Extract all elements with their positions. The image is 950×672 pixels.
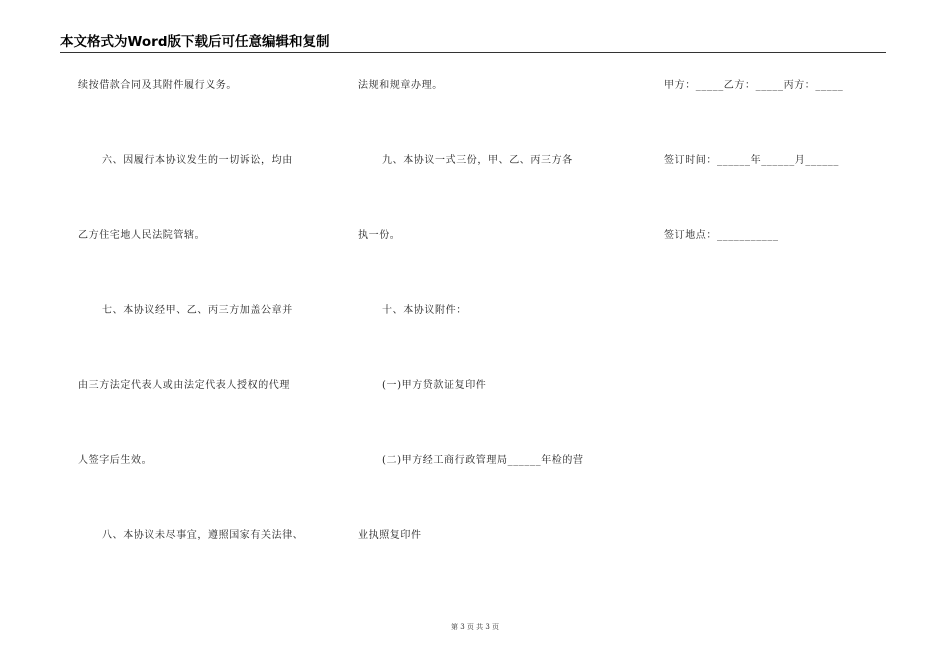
signing-date-line: 签订时间：______年______月______ bbox=[664, 155, 839, 166]
text-column-3 bbox=[664, 0, 886, 672]
paragraph-line: 六、因履行本协议发生的一切诉讼，均由 bbox=[102, 155, 293, 166]
paragraph-line: 人签字后生效。 bbox=[78, 455, 153, 466]
paragraph-line: 乙方住宅地人民法院管辖。 bbox=[78, 230, 206, 241]
signing-place-line: 签订地点：___________ bbox=[664, 230, 779, 241]
paragraph-line: 由三方法定代表人或由法定代表人授权的代理 bbox=[78, 380, 290, 391]
header-title: 本文格式为Word版下载后可任意编辑和复制 bbox=[60, 34, 330, 50]
text-column-1 bbox=[78, 0, 340, 672]
paragraph-line: 执一份。 bbox=[358, 230, 401, 241]
text-column-2 bbox=[358, 0, 620, 672]
paragraph-line: (一)甲方贷款证复印件 bbox=[382, 380, 487, 391]
paragraph-line: 法规和规章办理。 bbox=[358, 80, 443, 91]
page-number: 第 3 页 共 3 页 bbox=[450, 623, 500, 631]
paragraph-line: 十、本协议附件： bbox=[382, 305, 467, 316]
paragraph-line: (二)甲方经工商行政管理局______年检的营 bbox=[382, 455, 584, 466]
paragraph-line: 九、本协议一式三份，甲、乙、丙三方各 bbox=[382, 155, 573, 166]
paragraph-line: 七、本协议经甲、乙、丙三方加盖公章并 bbox=[102, 305, 293, 316]
paragraph-line: 业执照复印件 bbox=[358, 530, 422, 541]
signature-parties-line: 甲方：_____乙方：_____丙方：_____ bbox=[664, 80, 844, 91]
paragraph-line: 八、本协议未尽事宜，遵照国家有关法律、 bbox=[102, 530, 304, 541]
paragraph-line: 续按借款合同及其附件履行义务。 bbox=[78, 80, 237, 91]
